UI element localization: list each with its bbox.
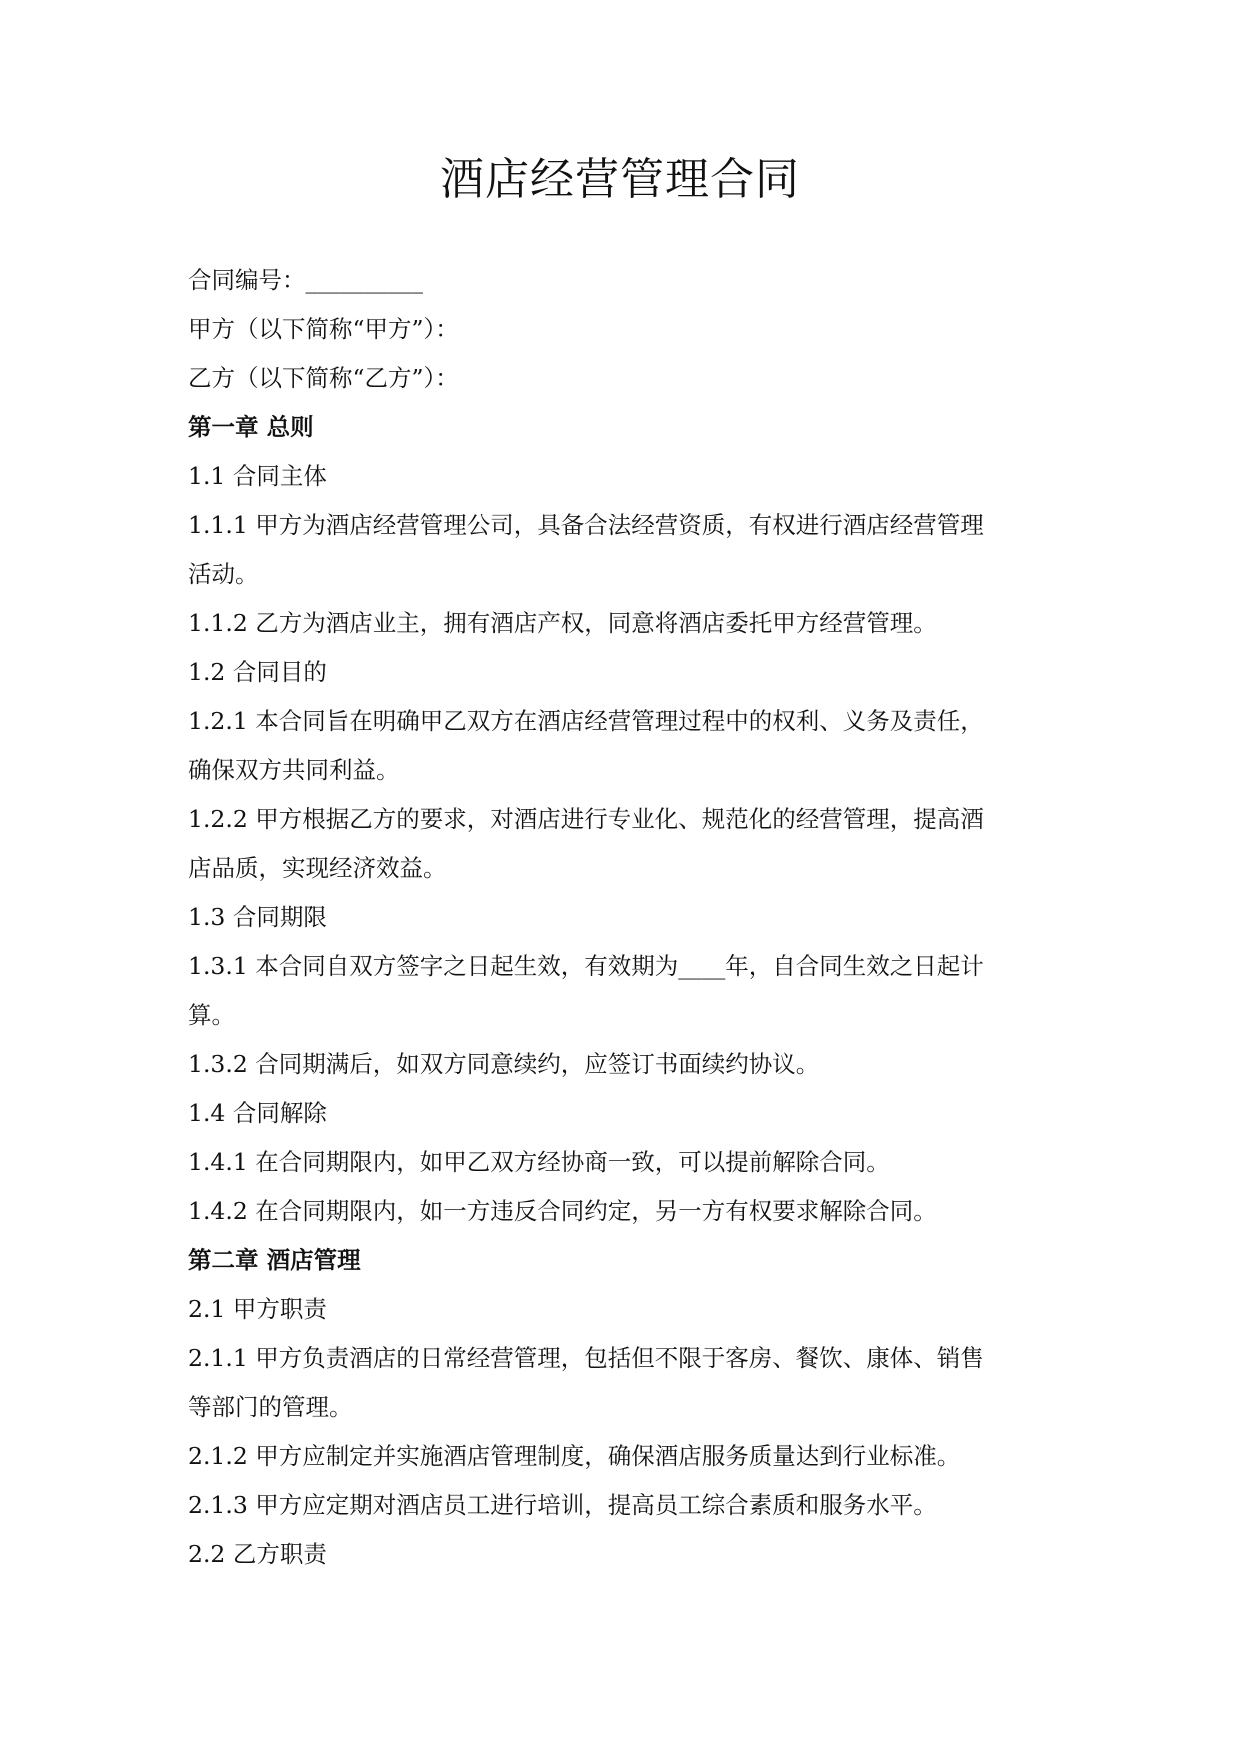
text-line: 确保双方共同利益。 — [188, 756, 400, 784]
text-line: 1.2.1 本合同旨在明确甲乙双方在酒店经营管理过程中的权利、义务及责任， — [188, 707, 984, 735]
text-line: 1.1.2 乙方为酒店业主，拥有酒店产权，同意将酒店委托甲方经营管理。 — [188, 609, 937, 637]
text-line: 等部门的管理。 — [188, 1393, 353, 1421]
text-line: 2.1.3 甲方应定期对酒店员工进行培训，提高员工综合素质和服务水平。 — [188, 1491, 937, 1519]
text-line: 1.4.2 在合同期限内，如一方违反合同约定，另一方有权要求解除合同。 — [188, 1197, 937, 1225]
text-line: 2.1.2 甲方应制定并实施酒店管理制度，确保酒店服务质量达到行业标准。 — [188, 1442, 961, 1470]
text-line: 算。 — [188, 1001, 235, 1029]
document-title: 酒店经营管理合同 — [440, 154, 800, 205]
text-line: 2.1.1 甲方负责酒店的日常经营管理，包括但不限于客房、餐饮、康体、销售 — [188, 1344, 984, 1372]
text-line: 活动。 — [188, 560, 259, 588]
text-line: 1.2.2 甲方根据乙方的要求，对酒店进行专业化、规范化的经营管理，提高酒 — [188, 805, 984, 833]
text-line: 1.4 合同解除 — [188, 1099, 327, 1127]
text-line: 1.4.1 在合同期限内，如甲乙双方经协商一致，可以提前解除合同。 — [188, 1148, 890, 1176]
text-line: 乙方（以下简称“乙方”）： — [188, 364, 459, 392]
chapter-heading: 第一章 总则 — [188, 413, 314, 441]
text-line: 1.1 合同主体 — [188, 462, 327, 490]
document-body — [188, 256, 1060, 1579]
text-line: 1.3.2 合同期满后，如双方同意续约，应签订书面续约协议。 — [188, 1050, 820, 1078]
text-line: 2.2 乙方职责 — [188, 1540, 327, 1568]
text-line: 1.3 合同期限 — [188, 903, 327, 931]
text-line: 合同编号：__________ — [188, 266, 423, 294]
text-line: 店品质，实现经济效益。 — [188, 854, 447, 882]
text-line: 1.1.1 甲方为酒店经营管理公司，具备合法经营资质，有权进行酒店经营管理 — [188, 511, 984, 539]
text-line: 甲方（以下简称“甲方”）： — [188, 315, 459, 343]
chapter-heading: 第二章 酒店管理 — [188, 1246, 361, 1274]
text-line: 1.3.1 本合同自双方签字之日起生效，有效期为____年，自合同生效之日起计 — [188, 952, 984, 980]
text-line: 2.1 甲方职责 — [188, 1295, 327, 1323]
text-line: 1.2 合同目的 — [188, 658, 327, 686]
